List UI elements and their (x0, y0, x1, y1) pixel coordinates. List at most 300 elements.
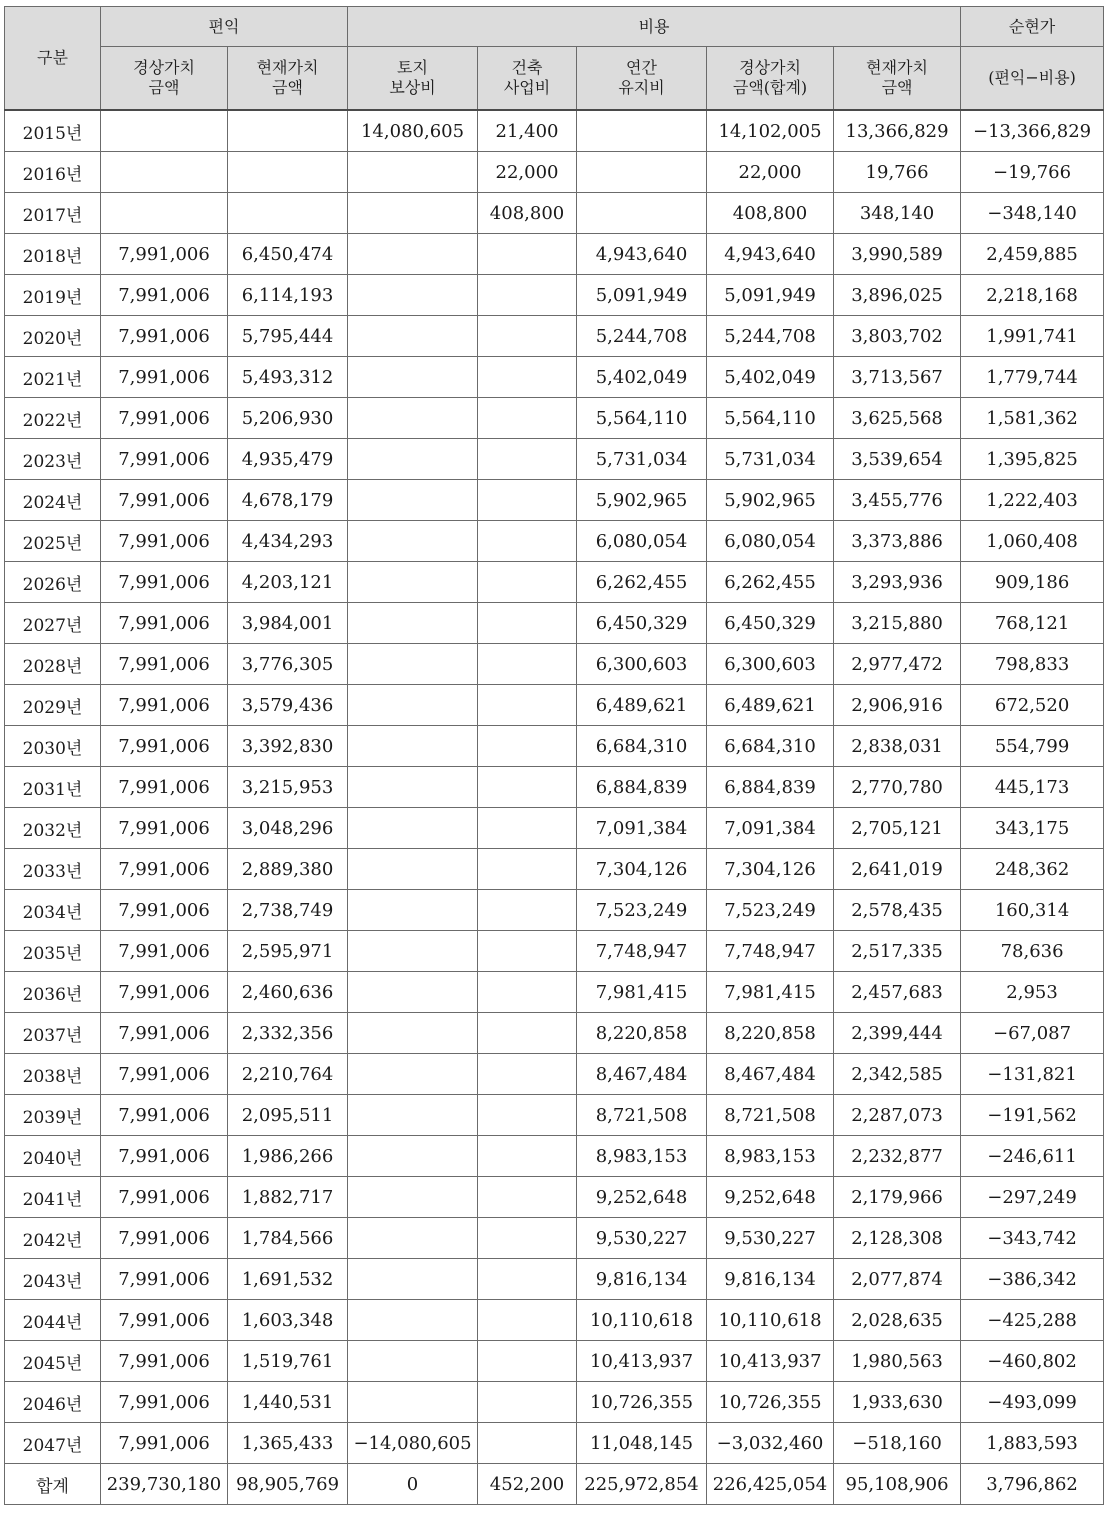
construction-cost-cell (478, 808, 577, 849)
construction-cost-cell (478, 931, 577, 972)
annual-maintenance-cell: 11,048,145 (577, 1423, 707, 1464)
annual-maintenance-cell: 7,748,947 (577, 931, 707, 972)
cost-nominal-total-cell: 7,748,947 (707, 931, 834, 972)
header-benefit: 편익 (101, 7, 348, 47)
header-line: 토지 (397, 58, 428, 77)
annual-maintenance-cell: 7,304,126 (577, 849, 707, 890)
land-compensation-cell (348, 808, 478, 849)
cost-present-cell: 2,077,874 (834, 1259, 961, 1300)
annual-maintenance-cell: 9,252,648 (577, 1177, 707, 1218)
benefit-present-cell: 4,203,121 (228, 562, 348, 603)
year-cell: 2030년 (5, 726, 101, 767)
annual-maintenance-cell: 6,080,054 (577, 521, 707, 562)
cost-present-cell: 13,366,829 (834, 110, 961, 152)
cost-nominal-total-cell: 7,981,415 (707, 972, 834, 1013)
npv-cell: 248,362 (961, 849, 1104, 890)
table-row (5, 603, 1104, 644)
construction-cost-cell (478, 234, 577, 275)
npv-cell: 3,796,862 (961, 1464, 1104, 1505)
benefit-present-cell: 3,048,296 (228, 808, 348, 849)
year-cell: 2029년 (5, 685, 101, 726)
benefit-present-cell: 1,986,266 (228, 1136, 348, 1177)
annual-maintenance-cell (577, 110, 707, 152)
benefit-present-cell (228, 193, 348, 234)
cost-nominal-total-cell: 7,091,384 (707, 808, 834, 849)
benefit-nominal-cell: 7,991,006 (101, 808, 228, 849)
construction-cost-cell (478, 1341, 577, 1382)
construction-cost-cell (478, 1013, 577, 1054)
year-cell: 2047년 (5, 1423, 101, 1464)
year-cell: 2035년 (5, 931, 101, 972)
construction-cost-cell (478, 972, 577, 1013)
annual-maintenance-cell: 10,110,618 (577, 1300, 707, 1341)
cost-nominal-total-cell: 5,244,708 (707, 316, 834, 357)
benefit-nominal-cell: 7,991,006 (101, 767, 228, 808)
npv-cell: −67,087 (961, 1013, 1104, 1054)
header-line: 유지비 (618, 78, 665, 97)
cost-nominal-total-cell: 10,726,355 (707, 1382, 834, 1423)
year-cell: 2020년 (5, 316, 101, 357)
year-cell: 2025년 (5, 521, 101, 562)
header-cost-nominal-total (707, 47, 834, 111)
year-cell: 2037년 (5, 1013, 101, 1054)
land-compensation-cell (348, 1095, 478, 1136)
benefit-present-cell: 4,678,179 (228, 480, 348, 521)
annual-maintenance-cell: 6,884,839 (577, 767, 707, 808)
construction-cost-cell (478, 726, 577, 767)
land-compensation-cell (348, 398, 478, 439)
cost-nominal-total-cell: 10,110,618 (707, 1300, 834, 1341)
npv-cell: 160,314 (961, 890, 1104, 931)
cost-present-cell: 2,705,121 (834, 808, 961, 849)
land-compensation-cell: 14,080,605 (348, 110, 478, 152)
year-cell: 2031년 (5, 767, 101, 808)
table-row (5, 931, 1104, 972)
benefit-present-cell: 3,776,305 (228, 644, 348, 685)
cost-present-cell: 3,625,568 (834, 398, 961, 439)
annual-maintenance-cell: 6,262,455 (577, 562, 707, 603)
construction-cost-cell: 408,800 (478, 193, 577, 234)
table-row (5, 1136, 1104, 1177)
cost-nominal-total-cell: 6,684,310 (707, 726, 834, 767)
npv-cell: −297,249 (961, 1177, 1104, 1218)
table-row (5, 1300, 1104, 1341)
benefit-nominal-cell: 7,991,006 (101, 972, 228, 1013)
table-row (5, 439, 1104, 480)
cost-nominal-total-cell: 5,902,965 (707, 480, 834, 521)
header-line: 보상비 (389, 78, 436, 97)
cost-present-cell: 2,770,780 (834, 767, 961, 808)
year-cell: 2039년 (5, 1095, 101, 1136)
cost-present-cell: 3,455,776 (834, 480, 961, 521)
benefit-present-cell: 3,392,830 (228, 726, 348, 767)
header-line: 사업비 (503, 78, 551, 97)
table-row (5, 1382, 1104, 1423)
benefit-nominal-cell: 7,991,006 (101, 1259, 228, 1300)
cost-nominal-total-cell: 8,983,153 (707, 1136, 834, 1177)
header-cost-present (834, 47, 961, 111)
land-compensation-cell (348, 521, 478, 562)
npv-cell: −246,611 (961, 1136, 1104, 1177)
land-compensation-cell (348, 1259, 478, 1300)
construction-cost-cell (478, 1300, 577, 1341)
npv-cell: −343,742 (961, 1218, 1104, 1259)
cost-present-cell: 2,838,031 (834, 726, 961, 767)
annual-maintenance-cell: 7,523,249 (577, 890, 707, 931)
benefit-nominal-cell: 7,991,006 (101, 521, 228, 562)
table-row (5, 1423, 1104, 1464)
cost-present-cell: 2,906,916 (834, 685, 961, 726)
cost-present-cell: 3,713,567 (834, 357, 961, 398)
header-line: 연간 (626, 58, 657, 77)
cost-present-cell: 3,293,936 (834, 562, 961, 603)
npv-cell: −348,140 (961, 193, 1104, 234)
annual-maintenance-cell: 9,816,134 (577, 1259, 707, 1300)
land-compensation-cell (348, 685, 478, 726)
cost-present-cell: 2,578,435 (834, 890, 961, 931)
header-line: 경상가치 (133, 58, 195, 77)
construction-cost-cell (478, 849, 577, 890)
benefit-present-cell: 1,603,348 (228, 1300, 348, 1341)
land-compensation-cell (348, 603, 478, 644)
cost-present-cell: −518,160 (834, 1423, 961, 1464)
cost-present-cell: 348,140 (834, 193, 961, 234)
land-compensation-cell (348, 849, 478, 890)
year-cell: 2021년 (5, 357, 101, 398)
table-row (5, 644, 1104, 685)
cost-present-cell: 2,342,585 (834, 1054, 961, 1095)
land-compensation-cell (348, 726, 478, 767)
npv-cell: 1,222,403 (961, 480, 1104, 521)
year-cell: 합계 (5, 1464, 101, 1505)
year-cell: 2032년 (5, 808, 101, 849)
annual-maintenance-cell: 6,489,621 (577, 685, 707, 726)
benefit-present-cell: 1,691,532 (228, 1259, 348, 1300)
year-cell: 2028년 (5, 644, 101, 685)
cost-benefit-table (4, 6, 1104, 1505)
table-row (5, 357, 1104, 398)
header-line: 금액(합계) (732, 78, 808, 97)
npv-cell: −19,766 (961, 152, 1104, 193)
benefit-present-cell: 1,784,566 (228, 1218, 348, 1259)
annual-maintenance-cell: 5,902,965 (577, 480, 707, 521)
header-line: 금액 (272, 78, 303, 97)
land-compensation-cell (348, 1054, 478, 1095)
header-line: 경상가치 (739, 58, 801, 77)
header-benefit-nominal (101, 47, 228, 111)
npv-cell: 2,953 (961, 972, 1104, 1013)
year-cell: 2018년 (5, 234, 101, 275)
annual-maintenance-cell: 5,402,049 (577, 357, 707, 398)
npv-cell: 1,991,741 (961, 316, 1104, 357)
annual-maintenance-cell (577, 152, 707, 193)
annual-maintenance-cell: 8,721,508 (577, 1095, 707, 1136)
cost-nominal-total-cell: 6,489,621 (707, 685, 834, 726)
cost-nominal-total-cell: 6,450,329 (707, 603, 834, 644)
header-npv: 순현가 (961, 7, 1104, 47)
cost-nominal-total-cell: 408,800 (707, 193, 834, 234)
npv-cell: −425,288 (961, 1300, 1104, 1341)
construction-cost-cell (478, 480, 577, 521)
cost-nominal-total-cell: 6,300,603 (707, 644, 834, 685)
benefit-nominal-cell: 7,991,006 (101, 603, 228, 644)
land-compensation-cell: 0 (348, 1464, 478, 1505)
land-compensation-cell (348, 193, 478, 234)
cost-nominal-total-cell: 7,523,249 (707, 890, 834, 931)
construction-cost-cell (478, 644, 577, 685)
land-compensation-cell (348, 1136, 478, 1177)
benefit-nominal-cell: 7,991,006 (101, 644, 228, 685)
cost-nominal-total-cell: 8,721,508 (707, 1095, 834, 1136)
npv-cell: 343,175 (961, 808, 1104, 849)
cost-nominal-total-cell: 6,262,455 (707, 562, 834, 603)
benefit-present-cell: 6,114,193 (228, 275, 348, 316)
header-cost: 비용 (348, 7, 961, 47)
benefit-nominal-cell: 7,991,006 (101, 1095, 228, 1136)
header-line: (편익−비용) (988, 68, 1076, 87)
header-benefit-present (228, 47, 348, 111)
npv-cell: 1,581,362 (961, 398, 1104, 439)
table-row (5, 685, 1104, 726)
table-row (5, 1259, 1104, 1300)
benefit-present-cell: 1,519,761 (228, 1341, 348, 1382)
land-compensation-cell (348, 562, 478, 603)
table-row (5, 398, 1104, 439)
construction-cost-cell (478, 767, 577, 808)
cost-nominal-total-cell: 4,943,640 (707, 234, 834, 275)
table-row (5, 316, 1104, 357)
cost-present-cell: 2,399,444 (834, 1013, 961, 1054)
cost-present-cell: 3,539,654 (834, 439, 961, 480)
header-land-compensation (348, 47, 478, 111)
table-row (5, 152, 1104, 193)
year-cell: 2038년 (5, 1054, 101, 1095)
cost-nominal-total-cell: 226,425,054 (707, 1464, 834, 1505)
benefit-nominal-cell: 7,991,006 (101, 726, 228, 767)
table-row (5, 234, 1104, 275)
cost-nominal-total-cell: 5,564,110 (707, 398, 834, 439)
construction-cost-cell (478, 603, 577, 644)
construction-cost-cell (478, 1423, 577, 1464)
construction-cost-cell (478, 1259, 577, 1300)
benefit-present-cell: 1,882,717 (228, 1177, 348, 1218)
table-row (5, 849, 1104, 890)
header-line: 건축 (511, 58, 543, 77)
benefit-present-cell: 98,905,769 (228, 1464, 348, 1505)
benefit-nominal-cell: 7,991,006 (101, 398, 228, 439)
table-row (5, 767, 1104, 808)
construction-cost-cell (478, 890, 577, 931)
annual-maintenance-cell: 6,300,603 (577, 644, 707, 685)
npv-cell: 768,121 (961, 603, 1104, 644)
benefit-nominal-cell: 7,991,006 (101, 1177, 228, 1218)
construction-cost-cell (478, 439, 577, 480)
year-cell: 2016년 (5, 152, 101, 193)
cost-present-cell: 3,990,589 (834, 234, 961, 275)
construction-cost-cell (478, 521, 577, 562)
benefit-nominal-cell (101, 193, 228, 234)
cost-nominal-total-cell: 6,080,054 (707, 521, 834, 562)
cost-nominal-total-cell: 5,091,949 (707, 275, 834, 316)
benefit-nominal-cell: 7,991,006 (101, 931, 228, 972)
benefit-present-cell: 2,332,356 (228, 1013, 348, 1054)
benefit-nominal-cell: 7,991,006 (101, 439, 228, 480)
total-row (5, 1464, 1104, 1505)
year-cell: 2042년 (5, 1218, 101, 1259)
table-row (5, 193, 1104, 234)
construction-cost-cell (478, 1095, 577, 1136)
cost-present-cell: 3,896,025 (834, 275, 961, 316)
benefit-nominal-cell: 7,991,006 (101, 480, 228, 521)
table-row (5, 1177, 1104, 1218)
cost-present-cell: 19,766 (834, 152, 961, 193)
header-annual-maintenance (577, 47, 707, 111)
year-cell: 2036년 (5, 972, 101, 1013)
land-compensation-cell (348, 234, 478, 275)
npv-cell: 1,395,825 (961, 439, 1104, 480)
year-cell: 2034년 (5, 890, 101, 931)
cost-present-cell: 1,980,563 (834, 1341, 961, 1382)
annual-maintenance-cell: 5,564,110 (577, 398, 707, 439)
cost-present-cell: 2,977,472 (834, 644, 961, 685)
annual-maintenance-cell: 8,467,484 (577, 1054, 707, 1095)
construction-cost-cell (478, 1218, 577, 1259)
construction-cost-cell (478, 685, 577, 726)
table-row (5, 562, 1104, 603)
annual-maintenance-cell: 5,731,034 (577, 439, 707, 480)
land-compensation-cell (348, 480, 478, 521)
npv-cell: −386,342 (961, 1259, 1104, 1300)
benefit-nominal-cell: 7,991,006 (101, 562, 228, 603)
land-compensation-cell (348, 644, 478, 685)
cost-nominal-total-cell: 5,402,049 (707, 357, 834, 398)
benefit-present-cell (228, 152, 348, 193)
benefit-present-cell: 6,450,474 (228, 234, 348, 275)
land-compensation-cell (348, 1382, 478, 1423)
header-line: 현재가치 (256, 58, 319, 77)
header-category: 구분 (5, 7, 101, 111)
land-compensation-cell (348, 1177, 478, 1218)
benefit-nominal-cell: 7,991,006 (101, 849, 228, 890)
year-cell: 2015년 (5, 110, 101, 152)
table-row (5, 1218, 1104, 1259)
benefit-present-cell: 1,365,433 (228, 1423, 348, 1464)
npv-cell: 554,799 (961, 726, 1104, 767)
construction-cost-cell (478, 357, 577, 398)
npv-cell: 2,218,168 (961, 275, 1104, 316)
benefit-nominal-cell: 7,991,006 (101, 1382, 228, 1423)
year-cell: 2046년 (5, 1382, 101, 1423)
npv-cell: −191,562 (961, 1095, 1104, 1136)
cost-nominal-total-cell: 9,252,648 (707, 1177, 834, 1218)
cost-present-cell: 3,373,886 (834, 521, 961, 562)
benefit-nominal-cell (101, 152, 228, 193)
year-cell: 2022년 (5, 398, 101, 439)
header-line: 현재가치 (866, 58, 928, 77)
cost-present-cell: 2,179,966 (834, 1177, 961, 1218)
cost-present-cell: 95,108,906 (834, 1464, 961, 1505)
benefit-present-cell: 5,493,312 (228, 357, 348, 398)
cost-present-cell: 2,641,019 (834, 849, 961, 890)
cost-present-cell: 3,803,702 (834, 316, 961, 357)
benefit-present-cell (228, 110, 348, 152)
annual-maintenance-cell: 225,972,854 (577, 1464, 707, 1505)
benefit-present-cell: 5,795,444 (228, 316, 348, 357)
cost-nominal-total-cell: 22,000 (707, 152, 834, 193)
land-compensation-cell (348, 1013, 478, 1054)
annual-maintenance-cell: 4,943,640 (577, 234, 707, 275)
benefit-nominal-cell: 7,991,006 (101, 1218, 228, 1259)
benefit-nominal-cell: 7,991,006 (101, 357, 228, 398)
annual-maintenance-cell: 6,450,329 (577, 603, 707, 644)
land-compensation-cell (348, 316, 478, 357)
benefit-present-cell: 1,440,531 (228, 1382, 348, 1423)
benefit-nominal-cell: 7,991,006 (101, 685, 228, 726)
npv-cell: 2,459,885 (961, 234, 1104, 275)
annual-maintenance-cell: 8,220,858 (577, 1013, 707, 1054)
cost-nominal-total-cell: 6,884,839 (707, 767, 834, 808)
table-row (5, 1341, 1104, 1382)
npv-cell: −460,802 (961, 1341, 1104, 1382)
npv-cell: 445,173 (961, 767, 1104, 808)
land-compensation-cell (348, 275, 478, 316)
year-cell: 2041년 (5, 1177, 101, 1218)
cost-present-cell: 3,215,880 (834, 603, 961, 644)
npv-cell: 909,186 (961, 562, 1104, 603)
land-compensation-cell (348, 357, 478, 398)
cost-present-cell: 2,128,308 (834, 1218, 961, 1259)
benefit-present-cell: 2,889,380 (228, 849, 348, 890)
header-line: 금액 (881, 78, 913, 97)
annual-maintenance-cell: 7,981,415 (577, 972, 707, 1013)
construction-cost-cell (478, 1177, 577, 1218)
cost-present-cell: 2,232,877 (834, 1136, 961, 1177)
table-container (4, 6, 1103, 1505)
annual-maintenance-cell (577, 193, 707, 234)
construction-cost-cell (478, 562, 577, 603)
year-cell: 2045년 (5, 1341, 101, 1382)
benefit-present-cell: 2,738,749 (228, 890, 348, 931)
cost-nominal-total-cell: 8,220,858 (707, 1013, 834, 1054)
benefit-present-cell: 2,595,971 (228, 931, 348, 972)
benefit-nominal-cell: 7,991,006 (101, 1054, 228, 1095)
year-cell: 2027년 (5, 603, 101, 644)
benefit-nominal-cell: 7,991,006 (101, 1300, 228, 1341)
annual-maintenance-cell: 5,091,949 (577, 275, 707, 316)
land-compensation-cell (348, 1300, 478, 1341)
benefit-nominal-cell: 7,991,006 (101, 275, 228, 316)
cost-nominal-total-cell: −3,032,460 (707, 1423, 834, 1464)
construction-cost-cell (478, 1382, 577, 1423)
npv-cell: 78,636 (961, 931, 1104, 972)
construction-cost-cell: 22,000 (478, 152, 577, 193)
npv-cell: 1,779,744 (961, 357, 1104, 398)
cost-present-cell: 2,457,683 (834, 972, 961, 1013)
benefit-present-cell: 2,095,511 (228, 1095, 348, 1136)
year-cell: 2024년 (5, 480, 101, 521)
benefit-nominal-cell: 7,991,006 (101, 234, 228, 275)
benefit-nominal-cell: 239,730,180 (101, 1464, 228, 1505)
npv-cell: 1,060,408 (961, 521, 1104, 562)
construction-cost-cell (478, 316, 577, 357)
construction-cost-cell (478, 1054, 577, 1095)
cost-present-cell: 1,933,630 (834, 1382, 961, 1423)
annual-maintenance-cell: 10,413,937 (577, 1341, 707, 1382)
land-compensation-cell (348, 1218, 478, 1259)
construction-cost-cell (478, 1136, 577, 1177)
construction-cost-cell: 452,200 (478, 1464, 577, 1505)
annual-maintenance-cell: 8,983,153 (577, 1136, 707, 1177)
